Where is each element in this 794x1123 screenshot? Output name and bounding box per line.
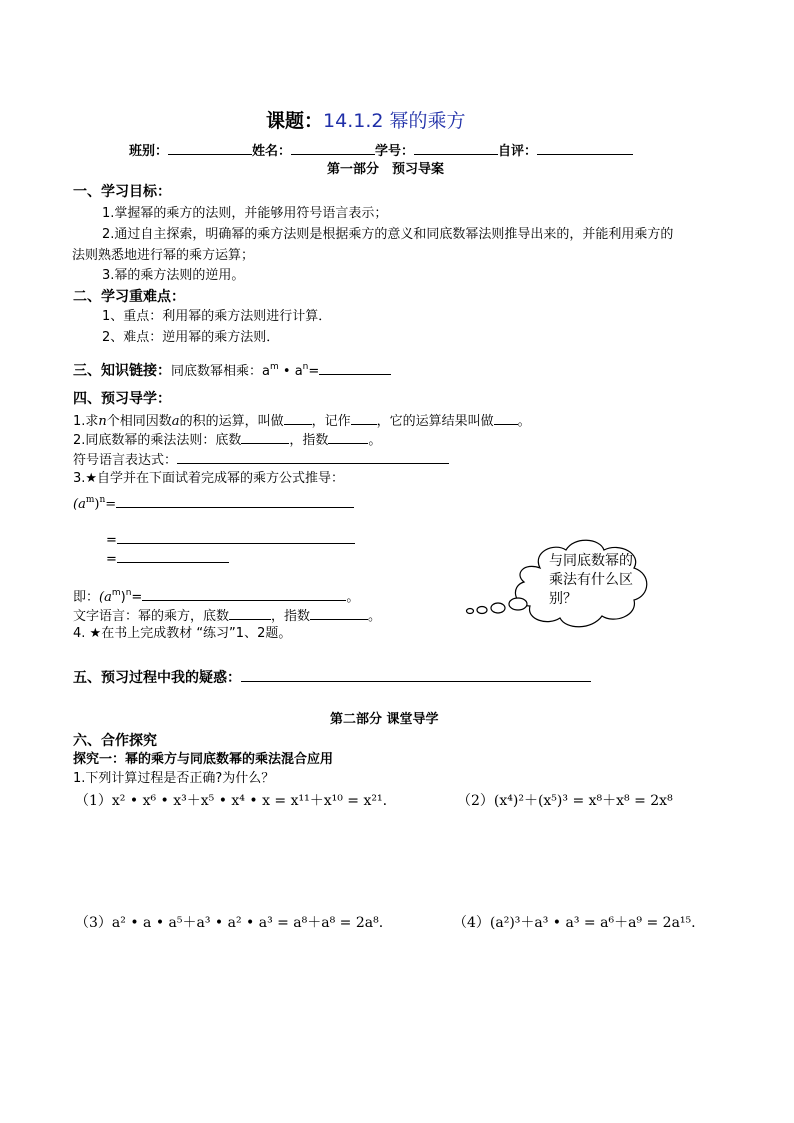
ji-blank[interactable] <box>142 587 346 601</box>
q1-blank-3[interactable] <box>494 411 518 425</box>
q1-var-a: a <box>171 414 180 429</box>
ji-eq: = <box>131 590 143 605</box>
eval-blank[interactable] <box>537 141 633 155</box>
wenzi-text: ，指数 <box>271 609 311 624</box>
q3-blank-1[interactable] <box>116 494 354 508</box>
ji-sup-n: n <box>125 588 132 598</box>
s4-q2 <box>73 430 381 449</box>
s1-item: 2.通过自主探索，明确幂的乘方法则是根据乘方的意义和同底数幂法则推导出来的，并能利用乘方的 <box>102 227 674 242</box>
q2-text: 。 <box>368 433 382 448</box>
q2-blank-1[interactable] <box>241 430 289 444</box>
name-label: 姓名： <box>252 144 292 159</box>
s1-item: 3.幂的乘方法则的逆用。 <box>102 268 245 283</box>
q3-eq: = <box>105 497 117 512</box>
s2-item: 2、难点：逆用幂的乘方法则． <box>102 330 280 345</box>
page-title <box>266 106 466 133</box>
s3-a: a <box>294 364 303 379</box>
s3-eq: = <box>308 364 320 379</box>
s3-text: 同底数幂相乘：a <box>171 364 270 379</box>
s6-q1: 1.下列计算过程是否正确?为什么？ <box>73 771 275 786</box>
s3-blank[interactable] <box>319 361 391 375</box>
sym-blank[interactable] <box>177 450 449 464</box>
q3-close: ) <box>94 497 100 512</box>
q3-step-2 <box>106 530 355 549</box>
s1-item: 1.掌握幂的乘方的法则，并能够用符号语言表示； <box>102 206 388 221</box>
wenzi-text: 。 <box>368 609 382 624</box>
s4-heading: 四、预习导学： <box>73 391 171 407</box>
q3-expr: (a <box>73 497 86 512</box>
q1-blank-2[interactable] <box>351 411 377 425</box>
ji-close: ) <box>120 590 126 605</box>
s2-heading: 二、学习重难点： <box>73 289 185 305</box>
part2-title: 第二部分 课堂导学 <box>330 712 439 727</box>
wenzi-blank-1[interactable] <box>229 606 271 620</box>
q1-text: 。 <box>517 414 531 429</box>
ji-end: 。 <box>346 590 360 605</box>
q2-text: ，指数 <box>289 433 329 448</box>
problem-4: （4）(a²)³＋a³ • a³ = a⁶＋a⁹ = 2a¹⁵. <box>453 915 696 931</box>
sym-label: 符号语言表达式： <box>73 453 178 468</box>
q1-blank-1[interactable] <box>284 411 312 425</box>
q3-sup-m: m <box>85 495 95 505</box>
s4-q1 <box>73 411 531 430</box>
s5-row <box>73 668 591 687</box>
q3-sup-n: n <box>99 495 106 505</box>
explore-title: 探究一：幂的乘方与同底数幂的乘法混合应用 <box>73 752 334 767</box>
problem-1: （1）x² • x⁶ • x³＋x⁵ • x⁴ • x = x¹¹＋x¹⁰ = x²¹. <box>75 793 388 809</box>
s1-heading: 一、学习目标： <box>73 184 171 200</box>
info-row <box>129 141 633 160</box>
part1-title: 第一部分 预习导案 <box>327 162 445 177</box>
s3-row <box>73 361 391 380</box>
s4-q4: 4. ★在书上完成教材 “练习”1、2题。 <box>73 626 292 641</box>
q2-text: 2.同底数幂的乘法法则：底数 <box>73 433 242 448</box>
ji-label: 即： <box>73 590 100 605</box>
q3-step-3 <box>106 549 229 568</box>
s5-heading: 五、预习过程中我的疑惑： <box>73 670 241 686</box>
title-topic: 14.1.2 幂的乘方 <box>323 110 466 132</box>
s4-q3: 3.★自学并在下面试着完成幂的乘方公式推导： <box>73 471 345 486</box>
s2-item: 1、重点：利用幂的乘方法则进行计算． <box>102 309 332 324</box>
q1-var-n: n <box>98 414 107 429</box>
s6-heading: 六、合作探究 <box>73 733 157 749</box>
q3-blank-2[interactable] <box>117 530 355 544</box>
s3-sup-m: m <box>269 362 279 372</box>
q3-eq: = <box>106 533 117 548</box>
ji-sup-m: m <box>111 588 121 598</box>
id-blank[interactable] <box>414 141 498 155</box>
cloud-text: 与同底数幂的乘法有什么区别？ <box>549 553 633 607</box>
class-label: 班别： <box>129 144 169 159</box>
name-blank[interactable] <box>291 141 375 155</box>
q1-text: 1.求 <box>73 414 99 429</box>
s4-sym-row <box>73 450 449 469</box>
q1-text: 的积的运算，叫做 <box>179 414 284 429</box>
wenzi-text: 文字语言：幂的乘方，底数 <box>73 609 230 624</box>
q3-expr-row <box>73 494 354 513</box>
title-prefix: 课题： <box>266 110 324 132</box>
q1-text: ，记作 <box>311 414 351 429</box>
q3-blank-3[interactable] <box>117 549 229 563</box>
wenzi-blank-2[interactable] <box>310 606 368 620</box>
ji-row <box>73 587 359 606</box>
eval-label: 自评： <box>498 144 538 159</box>
wenzi-row <box>73 606 381 625</box>
s3-sup-n: n <box>302 362 309 372</box>
s5-blank[interactable] <box>241 668 591 682</box>
class-blank[interactable] <box>168 141 252 155</box>
q1-text: 个相同因数 <box>106 414 172 429</box>
s3-heading: 三、知识链接： <box>73 363 171 379</box>
ji-expr: (a <box>99 590 112 605</box>
q1-text: ，它的运算结果叫做 <box>376 414 494 429</box>
q3-eq: = <box>106 552 117 567</box>
s3-dot: • <box>282 364 291 379</box>
q2-blank-2[interactable] <box>328 430 368 444</box>
problem-3: （3）a² • a • a⁵＋a³ • a² • a³ = a⁸＋a⁸ = 2a⁸. <box>75 915 384 931</box>
problem-2: （2）(x⁴)²＋(x⁵)³ = x⁸＋x⁸ = 2x⁸ <box>457 793 673 809</box>
s1-item: 法则熟悉地进行幂的乘方运算； <box>72 248 255 263</box>
id-label: 学号： <box>375 144 415 159</box>
